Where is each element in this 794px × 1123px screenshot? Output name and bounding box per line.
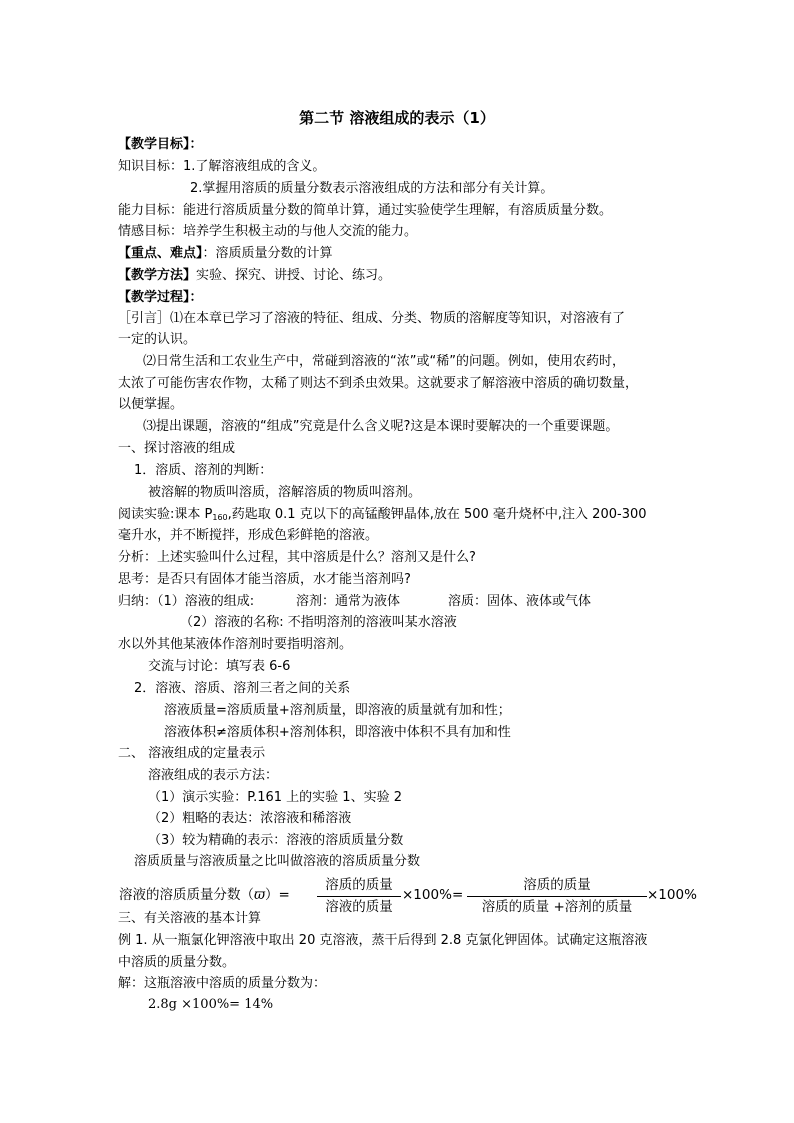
ability-objective: 能力目标：能进行溶质质量分数的简单计算，通过实验使学生理解，有溶质质量分数。	[118, 203, 613, 218]
key-points-line	[118, 245, 333, 263]
formula-times-2: ×100%	[647, 887, 697, 903]
emotion-objective: 情感目标：培养学生积极主动的与他人交流的能力。	[118, 224, 418, 239]
intro-p2-b: 太浓了可能伤害农作物，太稀了则达不到杀虫效果。这就要求了解溶液中溶质的确切数量，	[118, 376, 639, 391]
summary-solvent: 溶剂：通常为液体	[296, 594, 401, 609]
method-3: （3）较为精确的表示：溶液的溶质质量分数	[148, 833, 404, 848]
reading-experiment-a: 阅读实验:课本 P	[118, 507, 213, 522]
solution-line: 解：这瓶溶液中溶质的质量分数为：	[118, 976, 327, 991]
example1-b: 中溶质的质量分数。	[118, 955, 236, 970]
fraction2-bar	[467, 896, 647, 897]
section1-sub1: 1．溶质、溶剂的判断：	[134, 463, 273, 478]
page-subscript: 160	[212, 513, 228, 522]
knowledge-item-2: 2.掌握用溶质的质量分数表示溶液组成的方法和部分有关计算。	[190, 181, 554, 196]
intro-p2-a: ⑵日常生活和工农业生产中，常碰到溶液的“浓”或“稀”的问题。例如，使用农药时，	[143, 354, 625, 369]
formula-lhs-text: 溶液的溶质质量分数（	[119, 887, 254, 903]
fraction2-numerator: 溶质的质量	[523, 877, 591, 893]
reading-experiment-c: 毫升水，并不断搅拌，形成色彩鲜艳的溶液。	[118, 528, 379, 543]
example1-a: 例 1. 从一瓶氯化钾溶液中取出 20 克溶液，蒸干后得到 2.8 克氯化钾固体。试确定这瓶溶液	[118, 933, 648, 948]
mass-fraction-definition: 溶质质量与溶液质量之比叫做溶液的溶质质量分数	[134, 854, 421, 869]
methods-line	[118, 267, 391, 285]
summary-other-solvent: 水以外其他某液体作溶剂时要指明溶剂。	[118, 637, 353, 652]
knowledge-item-1: 1.了解溶液组成的含义。	[183, 159, 326, 174]
representation-methods-label: 溶液组成的表示方法：	[148, 768, 279, 783]
intro-p2-c: 以便掌握。	[118, 397, 184, 412]
objectives-heading: 【教学目标】：	[118, 137, 203, 152]
method-2: （2）粗略的表达：浓溶液和稀溶液	[148, 811, 352, 826]
section2-heading: 二、 溶液组成的定量表示	[118, 746, 266, 761]
exchange-discussion: 交流与讨论：填写表 6-6	[148, 659, 291, 674]
method-1: （1）演示实验：P.161 上的实验 1、实验 2	[148, 790, 402, 805]
fraction2-denominator: 溶质的质量 +溶剂的质量	[481, 899, 633, 915]
summary-solute: 溶质：固体、液体或气体	[448, 594, 592, 609]
key-points-text: ：溶质质量分数的计算	[202, 246, 333, 261]
omega-symbol: ϖ	[254, 887, 266, 903]
volume-relationship: 溶液体积≠溶质体积+溶剂体积，即溶液中体积不具有加和性	[164, 725, 511, 740]
methods-text: 实验、探究、讲授、讨论、练习。	[196, 268, 392, 283]
solute-solvent-definition: 被溶解的物质叫溶质，溶解溶质的物质叫溶剂。	[148, 485, 422, 500]
formula-equals: =	[452, 887, 464, 903]
fraction1-numerator: 溶质的质量	[325, 877, 393, 893]
think-line: 思考：是否只有固体才能当溶质，水才能当溶剂吗?	[118, 572, 411, 587]
formula-times-1: ×100%	[402, 887, 452, 903]
intro-p3: ⑶提出课题，溶液的“组成”究竟是什么含义呢?这是本课时要解决的一个重要课题。	[143, 419, 619, 434]
knowledge-objective-line	[118, 158, 325, 176]
fraction1-denominator: 溶液的质量	[325, 899, 393, 915]
methods-label: 【教学方法】	[118, 268, 197, 283]
reading-experiment-b: ,药匙取 0.1 克以下的高锰酸钾晶体,放在 500 毫升烧杯中,注入 200-300	[227, 507, 647, 522]
key-points-label: 【重点、难点】	[118, 246, 203, 261]
knowledge-label: 知识目标：	[118, 159, 184, 174]
fraction1-bar	[317, 896, 401, 897]
section1-sub2: 2．溶液、溶质、溶剂三者之间的关系	[134, 681, 351, 696]
analysis-line: 分析：上述实验叫什么过程，其中溶质是什么？溶剂又是什么?	[118, 550, 476, 565]
reading-experiment-line	[118, 506, 647, 527]
intro-p1-a: ［引言］⑴在本章已学习了溶液的特征、组成、分类、物质的溶解度等知识，对溶液有了	[118, 311, 626, 326]
section1-heading: 一、探讨溶液的组成	[118, 441, 236, 456]
summary-composition: 归纳：（1）溶液的组成:	[118, 594, 255, 609]
formula-lhs	[119, 886, 290, 904]
formula-lhs-close: ）=	[265, 887, 290, 903]
page-title: 第二节 溶液组成的表示（1）	[299, 109, 495, 127]
process-heading: 【教学过程】：	[118, 290, 203, 305]
calculation-line: 2.8g ×100%= 14%	[148, 997, 274, 1012]
intro-p1-b: 一定的认识。	[118, 332, 197, 347]
summary-name: （2）溶液的名称: 不指明溶剂的溶液叫某水溶液	[180, 615, 457, 630]
section3-heading: 三、有关溶液的基本计算	[118, 911, 262, 926]
mass-relationship: 溶液质量=溶质质量+溶剂质量，即溶液的质量就有加和性；	[164, 703, 511, 718]
